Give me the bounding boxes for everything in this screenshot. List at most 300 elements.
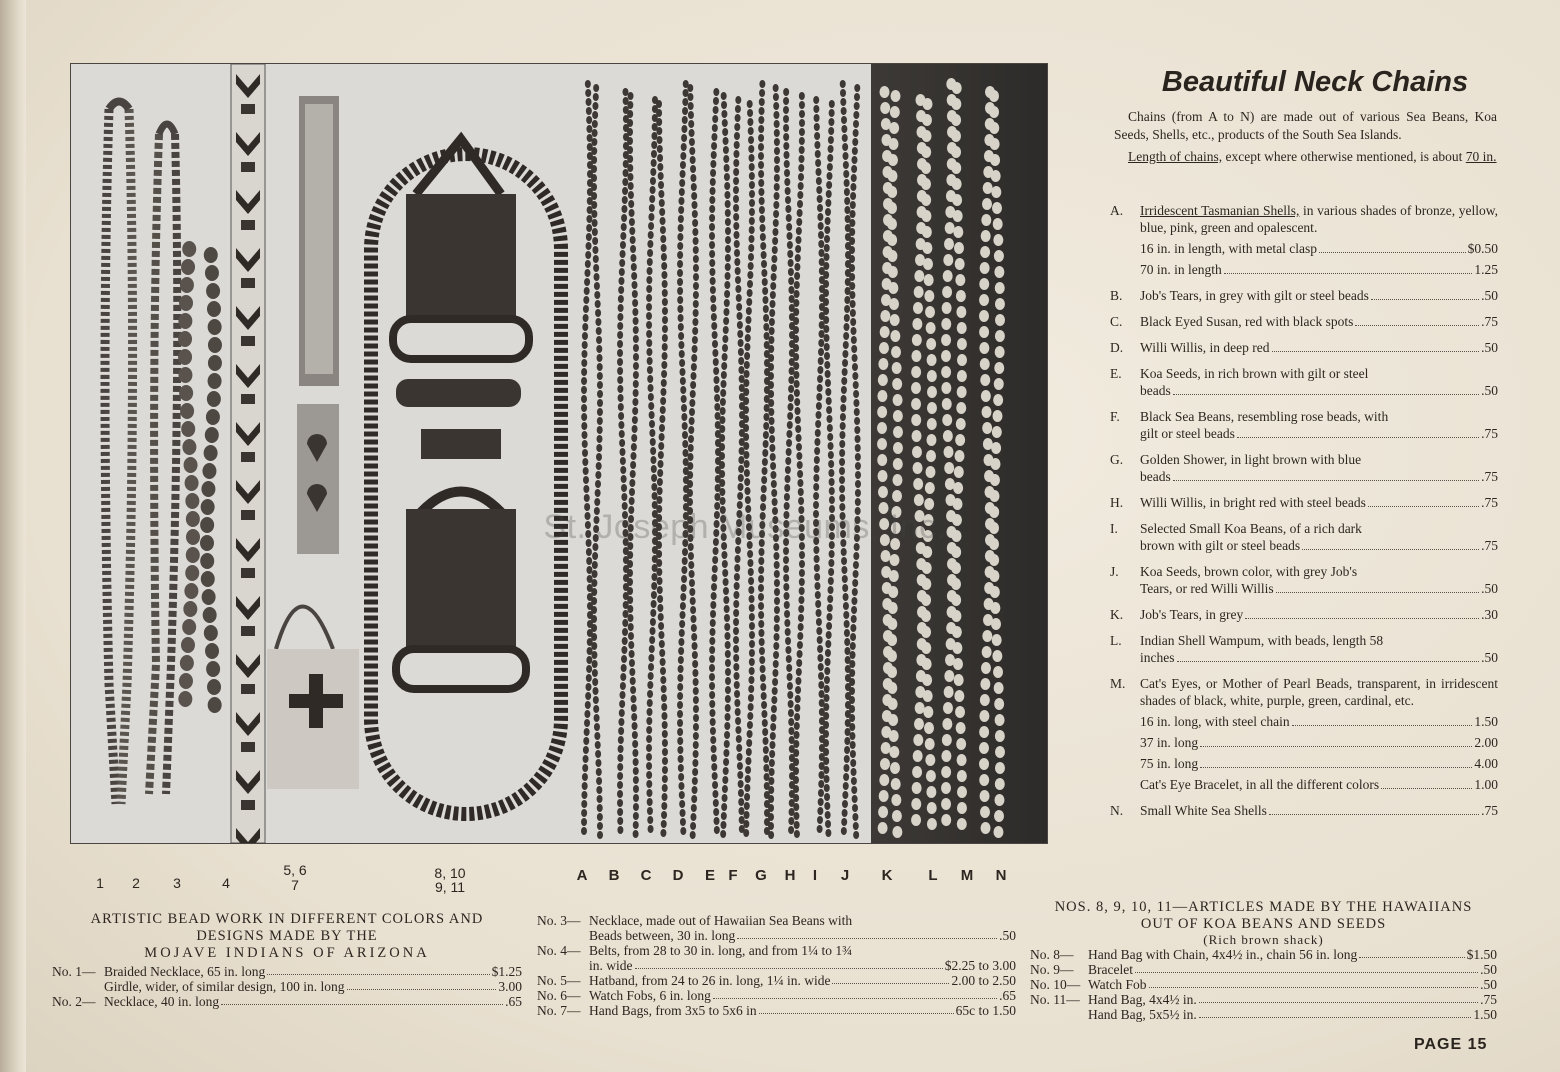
chain-bead bbox=[582, 782, 588, 790]
chain-bead bbox=[824, 667, 830, 675]
chain-bead bbox=[774, 615, 780, 623]
chain-bead bbox=[799, 146, 805, 154]
chain-bead bbox=[957, 770, 967, 782]
chain-bead bbox=[817, 825, 823, 833]
chain-bead bbox=[994, 266, 1004, 278]
chain-bead bbox=[592, 669, 598, 677]
chain-bead bbox=[813, 105, 819, 113]
chain-bead bbox=[681, 134, 687, 142]
chain-bead bbox=[893, 426, 903, 438]
chain-bead bbox=[759, 107, 765, 115]
chain-bead bbox=[749, 163, 755, 171]
chain-bead bbox=[621, 664, 627, 672]
chain-bead bbox=[981, 662, 991, 674]
chain-bead bbox=[630, 686, 636, 694]
chain-bead bbox=[692, 201, 698, 209]
chain-bead bbox=[980, 262, 990, 274]
chain-bead bbox=[592, 102, 598, 110]
chain-bead bbox=[693, 264, 699, 272]
chain-bead bbox=[737, 312, 743, 320]
chain-bead bbox=[688, 102, 694, 110]
chain-bead bbox=[658, 460, 664, 468]
chain-bead bbox=[662, 775, 668, 783]
chain-bead bbox=[823, 325, 829, 333]
chain-bead bbox=[596, 453, 602, 461]
chain-bead bbox=[647, 357, 653, 365]
chain-bead bbox=[657, 604, 663, 612]
chain-bead bbox=[828, 451, 834, 459]
chain-bead bbox=[692, 786, 698, 794]
chain-bead bbox=[679, 800, 685, 808]
chain-bead bbox=[646, 753, 652, 761]
chain-bead bbox=[925, 738, 935, 750]
chain-bead bbox=[798, 173, 804, 181]
chain-bead bbox=[783, 115, 789, 123]
chain-bead bbox=[770, 453, 776, 461]
chain-bead bbox=[656, 496, 662, 504]
chain-sub-price: 37 in. long 2.00 bbox=[1140, 735, 1498, 750]
chain-bead bbox=[744, 478, 750, 486]
chain-bead bbox=[799, 560, 805, 568]
chain-bead bbox=[709, 232, 715, 240]
chain-bead bbox=[748, 235, 754, 243]
chain-bead bbox=[798, 605, 804, 613]
chain-bead bbox=[842, 584, 848, 592]
chain-bead bbox=[853, 120, 859, 128]
chain-bead bbox=[995, 746, 1005, 758]
chain-bead bbox=[619, 430, 625, 438]
chain-bead bbox=[659, 649, 665, 657]
chain-bead bbox=[681, 404, 687, 412]
chain-bead bbox=[596, 435, 602, 443]
chain-bead bbox=[994, 682, 1004, 694]
chain-bead bbox=[620, 673, 626, 681]
chain-bead bbox=[689, 570, 695, 578]
chain-bead bbox=[826, 613, 832, 621]
chain-bead bbox=[622, 88, 628, 96]
chain-bead bbox=[597, 417, 603, 425]
chain-bead bbox=[942, 302, 952, 314]
chain-bead bbox=[957, 754, 967, 766]
chain-bead bbox=[584, 728, 590, 736]
chain-bead bbox=[693, 255, 699, 263]
chain-bead bbox=[851, 174, 857, 182]
chain-bead bbox=[774, 633, 780, 641]
chain-bead bbox=[735, 96, 741, 104]
label-k: K bbox=[881, 867, 893, 884]
chain-bead bbox=[787, 682, 793, 690]
chain-bead bbox=[631, 272, 637, 280]
chain-bead bbox=[914, 286, 924, 298]
chain-bead bbox=[794, 290, 800, 298]
chain-bead bbox=[827, 595, 833, 603]
chain-bead bbox=[593, 264, 599, 272]
chain-bead bbox=[772, 678, 778, 686]
chain-bead bbox=[783, 574, 789, 582]
chain-bead bbox=[828, 469, 834, 477]
chain-bead bbox=[829, 487, 835, 495]
chain-bead bbox=[797, 650, 803, 658]
chain-bead bbox=[617, 340, 623, 348]
chain-d bbox=[677, 80, 699, 839]
chain-bead bbox=[980, 678, 990, 690]
chain-bead bbox=[762, 296, 768, 304]
chain-bead bbox=[710, 277, 716, 285]
chain-bead bbox=[943, 254, 953, 266]
chain-bead bbox=[710, 619, 716, 627]
price-row: No. 5— Hatband, from 24 to 26 in. long, 1¼ in. wide 2.00 to 2.50 bbox=[537, 973, 1016, 988]
chain-bead bbox=[816, 627, 822, 635]
chain-bead bbox=[995, 282, 1005, 294]
chain-bead bbox=[710, 187, 716, 195]
chain-bead bbox=[825, 370, 831, 378]
chain-bead bbox=[942, 734, 952, 746]
chain-bead bbox=[691, 183, 697, 191]
chain-bead bbox=[621, 493, 627, 501]
chain-bead bbox=[758, 188, 764, 196]
chain-bead bbox=[840, 413, 846, 421]
chain-bead bbox=[749, 226, 755, 234]
chain-bead bbox=[911, 398, 921, 410]
bead bbox=[201, 571, 215, 587]
chain-bead bbox=[851, 345, 857, 353]
chain-bead bbox=[787, 412, 793, 420]
chain-bead bbox=[890, 330, 900, 342]
chain-bead bbox=[646, 285, 652, 293]
chain-bead bbox=[851, 597, 857, 605]
chain-bead bbox=[597, 390, 603, 398]
chain-bead bbox=[758, 143, 764, 151]
chain-bead bbox=[725, 650, 731, 658]
chain-bead bbox=[649, 204, 655, 212]
chain-bead bbox=[709, 664, 715, 672]
chain-item: A. Irridescent Tasmanian Shells, in various shades of bronze, yellow, blue, pink, green and opalescent. 16 in. in length, with metal clasp $0.50 70 in. in length 1.25 bbox=[1110, 203, 1499, 277]
chain-bead bbox=[798, 488, 804, 496]
chain-bead bbox=[774, 570, 780, 578]
chain-bead bbox=[891, 346, 901, 358]
chain-bead bbox=[661, 712, 667, 720]
chain-bead bbox=[712, 790, 718, 798]
chain-bead bbox=[620, 232, 626, 240]
chain-bead bbox=[733, 627, 739, 635]
chain-bead bbox=[794, 731, 800, 739]
chain-bead bbox=[581, 422, 587, 430]
chain-bead bbox=[744, 802, 750, 810]
chain-bead bbox=[691, 795, 697, 803]
chain-bead bbox=[788, 817, 794, 825]
chain-bead bbox=[647, 699, 653, 707]
chain-bead bbox=[631, 452, 637, 460]
chain-bead bbox=[721, 110, 727, 118]
chain-bead bbox=[646, 771, 652, 779]
chain-bead bbox=[760, 683, 766, 691]
chain-bead bbox=[677, 233, 683, 241]
chain-bead bbox=[725, 209, 731, 217]
chain-bead bbox=[913, 302, 923, 314]
chain-bead bbox=[723, 749, 729, 757]
chain-bead bbox=[844, 179, 850, 187]
chain-bead bbox=[774, 147, 780, 155]
chain-bead bbox=[768, 831, 774, 839]
chain-bead bbox=[619, 709, 625, 717]
chain-f bbox=[733, 96, 755, 837]
chain-bead bbox=[878, 822, 888, 834]
chain-bead bbox=[951, 594, 961, 606]
chain-bead bbox=[825, 208, 831, 216]
chain-bead bbox=[823, 253, 829, 261]
chain-bead bbox=[796, 218, 802, 226]
chain-bead bbox=[722, 344, 728, 352]
chain-bead bbox=[649, 636, 655, 644]
chain-bead bbox=[724, 614, 730, 622]
chain-bead bbox=[842, 791, 848, 799]
chain-bead bbox=[798, 596, 804, 604]
chain-bead bbox=[794, 407, 800, 415]
chain-bead bbox=[824, 802, 830, 810]
chain-bead bbox=[677, 728, 683, 736]
chain-bead bbox=[817, 645, 823, 653]
chain-bead bbox=[649, 411, 655, 419]
chain-bead bbox=[826, 622, 832, 630]
chain-bead bbox=[709, 655, 715, 663]
chain-bead bbox=[889, 122, 899, 134]
chain-bead bbox=[595, 318, 601, 326]
chain-bead bbox=[772, 669, 778, 677]
chain-bead bbox=[992, 410, 1002, 422]
chain-bead bbox=[927, 386, 937, 398]
chain-bead bbox=[818, 771, 824, 779]
chain-bead bbox=[824, 235, 830, 243]
chain-bead bbox=[584, 719, 590, 727]
chain-bead bbox=[658, 172, 664, 180]
chain-bead bbox=[788, 718, 794, 726]
chain-bead bbox=[943, 702, 953, 714]
chain-bead bbox=[951, 578, 961, 590]
chain-bead bbox=[814, 555, 820, 563]
chain-bead bbox=[713, 367, 719, 375]
chain-bead bbox=[851, 768, 857, 776]
chain-bead bbox=[688, 120, 694, 128]
chain-bead bbox=[748, 577, 754, 585]
chain-bead bbox=[743, 451, 749, 459]
chain-bead bbox=[840, 422, 846, 430]
chain-bead bbox=[620, 250, 626, 258]
chain-bead bbox=[853, 552, 859, 560]
chain-bead bbox=[878, 486, 888, 498]
chain-bead bbox=[617, 799, 623, 807]
chain-bead bbox=[657, 595, 663, 603]
chain-bead bbox=[593, 705, 599, 713]
chain-bead bbox=[632, 722, 638, 730]
chain-bead bbox=[712, 556, 718, 564]
chain-bead bbox=[680, 818, 686, 826]
chain-bead bbox=[926, 338, 936, 350]
bead bbox=[186, 529, 200, 545]
label-b: B bbox=[608, 867, 620, 884]
chain-bead bbox=[852, 363, 858, 371]
chain-bead bbox=[724, 605, 730, 613]
chain-bead bbox=[661, 694, 667, 702]
chain-bead bbox=[840, 98, 846, 106]
chain-bead bbox=[651, 483, 657, 491]
chain-bead bbox=[850, 642, 856, 650]
chain-bead bbox=[692, 345, 698, 353]
chain-bead bbox=[824, 685, 830, 693]
chain-bead bbox=[677, 683, 683, 691]
bead bbox=[201, 499, 215, 515]
chain-bead bbox=[724, 164, 730, 172]
chain-bead bbox=[709, 241, 715, 249]
chain-bead bbox=[662, 307, 668, 315]
chain-bead bbox=[773, 642, 779, 650]
chain-bead bbox=[633, 380, 639, 388]
chain-bead bbox=[677, 305, 683, 313]
chain-bead bbox=[761, 485, 767, 493]
chain-bead bbox=[952, 626, 962, 638]
chain-bead bbox=[784, 484, 790, 492]
chain-bead bbox=[682, 98, 688, 106]
chain-bead bbox=[680, 152, 686, 160]
chain-bead bbox=[799, 128, 805, 136]
chain-bead bbox=[941, 334, 951, 346]
chain-bead bbox=[827, 604, 833, 612]
bead bbox=[204, 445, 218, 461]
chain-bead bbox=[953, 482, 963, 494]
chain-bead bbox=[592, 660, 598, 668]
chain-bead bbox=[633, 803, 639, 811]
chain-bead bbox=[647, 249, 653, 257]
chain-bead bbox=[854, 93, 860, 101]
chain-bead bbox=[993, 218, 1003, 230]
chain-bead bbox=[586, 683, 592, 691]
chain-bead bbox=[878, 374, 888, 386]
chain-bead bbox=[763, 764, 769, 772]
label-7: 7 bbox=[291, 877, 299, 893]
chain-bead bbox=[922, 562, 932, 574]
chain-bead bbox=[582, 323, 588, 331]
price: 3.00 bbox=[498, 979, 522, 994]
chain-bead bbox=[745, 316, 751, 324]
chain-bead bbox=[632, 290, 638, 298]
chain-bead bbox=[723, 587, 729, 595]
neck-chains-intro bbox=[1114, 108, 1497, 170]
bead bbox=[181, 637, 195, 653]
chain-bead bbox=[646, 276, 652, 284]
chain-bead bbox=[586, 674, 592, 682]
label-3: 3 bbox=[173, 875, 181, 891]
chain-bead bbox=[617, 313, 623, 321]
chain-bead bbox=[769, 327, 775, 335]
chain-bead bbox=[617, 385, 623, 393]
chain-e bbox=[709, 88, 731, 838]
chain-bead bbox=[887, 618, 897, 630]
chain-bead bbox=[662, 343, 668, 351]
chain-bead bbox=[842, 134, 848, 142]
chain-bead bbox=[710, 295, 716, 303]
chain-bead bbox=[736, 735, 742, 743]
chain-bead bbox=[799, 101, 805, 109]
chain-bead bbox=[658, 613, 664, 621]
chain-bead bbox=[979, 294, 989, 306]
chain-bead bbox=[723, 155, 729, 163]
chain-bead bbox=[927, 370, 937, 382]
chain-bead bbox=[693, 237, 699, 245]
chain-bead bbox=[788, 403, 794, 411]
chain-item: F. Black Sea Beans, resembling rose beads, with gilt or steel beads .75 bbox=[1110, 409, 1498, 441]
chain-bead bbox=[627, 164, 633, 172]
chain-bead bbox=[818, 798, 824, 806]
chain-bead bbox=[583, 467, 589, 475]
chain-bead bbox=[912, 782, 922, 794]
chain-bead bbox=[941, 350, 951, 362]
chain-bead bbox=[688, 561, 694, 569]
chain-bead bbox=[784, 493, 790, 501]
chain-bead bbox=[788, 727, 794, 735]
chain-bead bbox=[677, 251, 683, 259]
chain-bead bbox=[678, 755, 684, 763]
chain-bead bbox=[829, 550, 835, 558]
chain-bead bbox=[827, 433, 833, 441]
chain-bead bbox=[879, 790, 889, 802]
chain-bead bbox=[691, 354, 697, 362]
chain-bead bbox=[591, 210, 597, 218]
chain-bead bbox=[773, 111, 779, 119]
chain-bead bbox=[851, 336, 857, 344]
chain-bead bbox=[693, 714, 699, 722]
chain-bead bbox=[734, 564, 740, 572]
chain-bead bbox=[942, 718, 952, 730]
chain-bead bbox=[769, 741, 775, 749]
label-8-10: 8, 10 bbox=[434, 865, 466, 881]
chain-bead bbox=[843, 782, 849, 790]
chain-bead bbox=[783, 124, 789, 132]
chain-bead bbox=[693, 750, 699, 758]
chain-bead bbox=[956, 738, 966, 750]
chain-bead bbox=[649, 645, 655, 653]
chain-bead bbox=[712, 115, 718, 123]
chain-bead bbox=[795, 686, 801, 694]
chain-bead bbox=[843, 152, 849, 160]
chain-bead bbox=[747, 118, 753, 126]
chain-bead bbox=[647, 798, 653, 806]
chain-bead bbox=[954, 242, 964, 254]
chain-bead bbox=[763, 305, 769, 313]
chain-bead bbox=[749, 208, 755, 216]
chain-bead bbox=[991, 442, 1001, 454]
chain-item: L. Indian Shell Wampum, with beads, length 58 inches .50 bbox=[1110, 633, 1498, 665]
chain-bead bbox=[585, 692, 591, 700]
chain-bead bbox=[992, 202, 1002, 214]
chain-bead bbox=[927, 418, 937, 430]
chain-bead bbox=[981, 390, 991, 402]
chain-bead bbox=[596, 462, 602, 470]
chain-bead bbox=[711, 754, 717, 762]
chain-bead bbox=[646, 726, 652, 734]
chain-bead bbox=[769, 435, 775, 443]
chain-bead bbox=[788, 376, 794, 384]
chain-bead bbox=[817, 654, 823, 662]
chain-bead bbox=[737, 321, 743, 329]
chain-bead bbox=[794, 281, 800, 289]
chain-bead bbox=[738, 789, 744, 797]
chain-bead bbox=[733, 222, 739, 230]
chain-bead bbox=[994, 810, 1004, 822]
chain-bead bbox=[763, 431, 769, 439]
chain-bead bbox=[814, 564, 820, 572]
chain-bead bbox=[692, 660, 698, 668]
chain-bead bbox=[770, 471, 776, 479]
chain-bead bbox=[681, 584, 687, 592]
